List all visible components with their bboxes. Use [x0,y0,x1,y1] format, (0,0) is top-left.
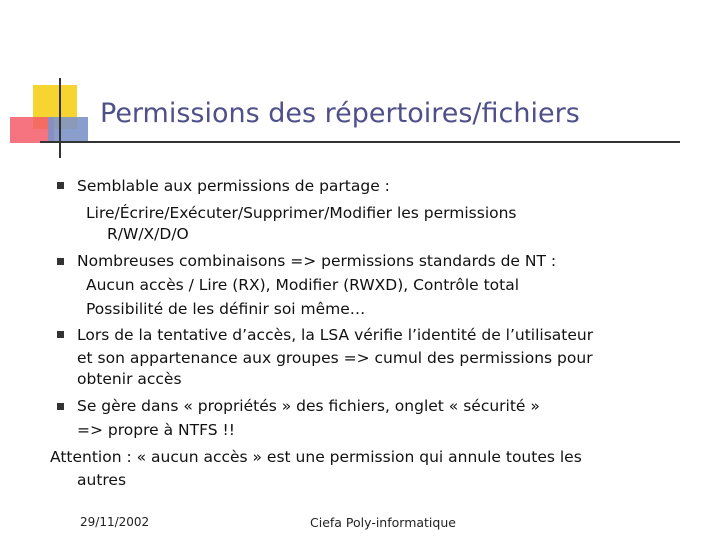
text-line: Possibilité de les définir soi même… [86,300,366,318]
bullet-icon [57,403,64,410]
text-line: R/W/X/D/O [107,225,189,243]
text-line: Aucun accès / Lire (RX), Modifier (RWXD), Contrôle total [86,276,520,294]
bullet-icon [57,182,64,189]
text-line: Lire/Écrire/Exécuter/Supprimer/Modifier les permissions [86,204,517,222]
bullet-icon [57,331,64,338]
text-line: autres [77,471,127,489]
text-line: Attention : « aucun accès » est une permission qui annule toutes les [50,448,582,466]
text-line: Semblable aux permissions de partage : [77,177,390,195]
text-line: Nombreuses combinaisons => permissions standards de NT : [77,252,557,270]
text-line: Se gère dans « propriétés » des fichiers, onglet « sécurité » [77,397,540,415]
text-line: obtenir accès [77,370,182,388]
text-line: et son appartenance aux groupes => cumul des permissions pour [77,349,593,367]
text-line: Lors de la tentative d’accès, la LSA vérifie l’identité de l’utilisateur [77,326,594,344]
text-line: => propre à NTFS !! [77,421,235,439]
bullet-icon [57,258,64,265]
slide-title: Permissions des répertoires/fichiers [100,98,580,129]
footer-organization: Ciefa Poly-informatique [310,515,456,530]
footer-date: 29/11/2002 [80,515,150,529]
